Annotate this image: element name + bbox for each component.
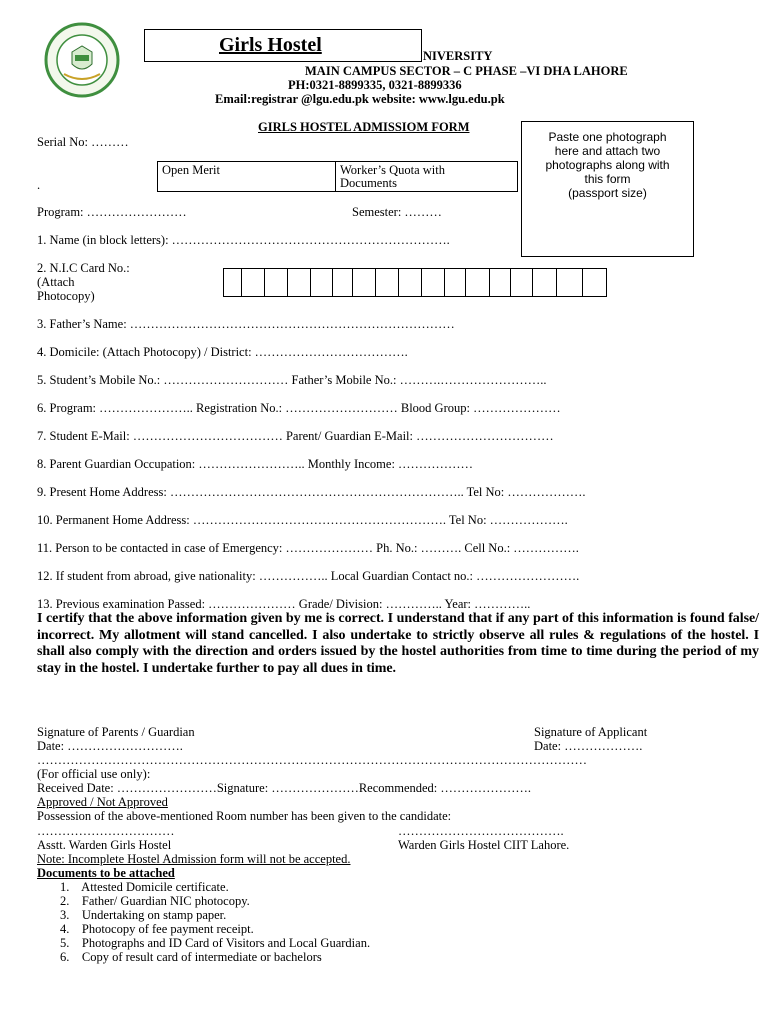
document-item: 4. Photocopy of fee payment receipt. (60, 922, 254, 936)
parent-date-field[interactable]: Date: ………………………. (37, 739, 183, 753)
occupation-field[interactable]: 8. Parent Guardian Occupation: …………………….. Monthly Income: ……………… (37, 457, 474, 471)
document-item: 1. Attested Domicile certificate. (60, 880, 229, 894)
campus-address: MAIN CAMPUS SECTOR – C PHASE –VI DHA LAHORE (305, 64, 628, 78)
nic-digit-box[interactable] (532, 268, 557, 297)
nic-digit-box[interactable] (582, 268, 607, 297)
university-logo (44, 22, 120, 98)
photo-line-2: here and attach two (554, 144, 661, 158)
nic-digit-box[interactable] (223, 268, 242, 297)
nic-digit-box[interactable] (241, 268, 265, 297)
workers-quota-option[interactable] (336, 162, 516, 191)
permanent-address-field[interactable]: 10. Permanent Home Address: ……………………………………………………. Tel No: ………………. (37, 513, 568, 527)
name-field[interactable]: 1. Name (in block letters): …………………………………………………………. (37, 233, 450, 247)
nic-label-1: 2. N.I.C Card No.: (37, 261, 130, 275)
photo-box[interactable] (521, 121, 694, 257)
form-header-title: Girls Hostel (219, 34, 322, 56)
photo-line-4: this form (584, 172, 631, 186)
nic-digit-box[interactable] (375, 268, 399, 297)
possession-statement: Possession of the above-mentioned Room number has been given to the candidate: (37, 809, 452, 823)
document-item: 3. Undertaking on stamp paper. (60, 908, 227, 922)
phone-line: PH:0321-8899335, 0321-8899336 (288, 78, 462, 92)
workers-quota-label-1: Worker’s Quota with (340, 163, 445, 177)
domicile-field[interactable]: 4. Domicile: (Attach Photocopy) / District: ………………………………. (37, 345, 408, 359)
nic-digit-box[interactable] (421, 268, 445, 297)
nic-digit-box[interactable] (465, 268, 490, 297)
open-merit-option[interactable] (158, 162, 336, 191)
received-date-field[interactable]: Received Date: ……………………Signature: …………………Recommended: …………………. (37, 781, 532, 795)
warden-label: Warden Girls Hostel CIIT Lahore. (398, 838, 570, 852)
form-title: GIRLS HOSTEL ADMISSIOM FORM (258, 120, 470, 134)
title-box (144, 29, 422, 62)
applicant-signature-label: Signature of Applicant (534, 725, 648, 739)
photo-line-5: (passport size) (568, 186, 647, 200)
nic-digit-box[interactable] (332, 268, 353, 297)
nationality-field[interactable]: 12. If student from abroad, give nationality: …………….. Local Guardian Contact no.: ……………………. (37, 569, 580, 583)
quota-table (157, 161, 518, 192)
nic-digit-box[interactable] (264, 268, 288, 297)
nic-digit-box[interactable] (556, 268, 583, 297)
document-item: 6. Copy of result card of intermediate or bachelors (60, 950, 322, 964)
asst-warden-label: Asstt. Warden Girls Hostel (37, 838, 172, 852)
nic-label-3: Photocopy) (37, 289, 95, 303)
incomplete-form-note: Note: Incomplete Hostel Admission form will not be accepted. (37, 852, 351, 866)
nic-digit-box[interactable] (398, 268, 422, 297)
parent-signature-label: Signature of Parents / Guardian (37, 725, 195, 739)
serial-number: Serial No: ……… (37, 135, 129, 149)
applicant-date-field[interactable]: Date: ………………. (534, 739, 643, 753)
separator-dots: …………………………………………………………………………………………………………………… (37, 753, 587, 767)
nic-label (37, 261, 130, 303)
photo-line-3: photographs along with (545, 158, 670, 172)
registration-field[interactable]: 6. Program: ………………….. Registration No.: ……………………… Blood Group: ………………… (37, 401, 561, 415)
email-line: Email:registrar @lgu.edu.pk website: www.lgu.edu.pk (215, 92, 505, 106)
previous-exam-field[interactable]: 13. Previous examination Passed: ………………… Grade/ Division: ………….. Year: ………….. (37, 597, 531, 611)
nic-digit-box[interactable] (489, 268, 511, 297)
open-merit-label: Open Merit (162, 163, 220, 177)
document-item: 2. Father/ Guardian NIC photocopy. (60, 894, 250, 908)
photo-line-1: Paste one photograph (548, 130, 667, 144)
approval-status: Approved / Not Approved (37, 795, 168, 809)
mobile-field[interactable]: 5. Student’s Mobile No.: ………………………… Father’s Mobile No.: ……….…………………….. (37, 373, 547, 387)
university-fragment: NIVERSITY (423, 49, 493, 63)
nic-digit-box[interactable] (444, 268, 466, 297)
nic-digit-box[interactable] (510, 268, 533, 297)
nic-digit-box[interactable] (287, 268, 311, 297)
email-field[interactable]: 7. Student E-Mail: ……………………………… Parent/ Guardian E-Mail: …………………………… (37, 429, 554, 443)
nic-digit-box[interactable] (352, 268, 376, 297)
warden-dots: …………………………………. (398, 824, 564, 838)
program-field[interactable]: Program: …………………… (37, 205, 187, 219)
documents-heading: Documents to be attached (37, 866, 175, 880)
semester-field[interactable]: Semester: ……… (352, 205, 442, 219)
workers-quota-label-2: Documents (340, 176, 397, 190)
present-address-field[interactable]: 9. Present Home Address: …………………………………………………………….. Tel No: ………………. (37, 485, 586, 499)
asst-warden-dots: …………………………… (37, 824, 175, 838)
dot-marker: . (37, 178, 41, 192)
official-use-heading: (For official use only): (37, 767, 151, 781)
emergency-contact-field[interactable]: 11. Person to be contacted in case of Emergency: ………………… Ph. No.: ………. Cell No.: ……………. (37, 541, 579, 555)
nic-digit-box[interactable] (310, 268, 333, 297)
father-name-field[interactable]: 3. Father’s Name: …………………………………………………………………… (37, 317, 455, 331)
nic-label-2: (Attach (37, 275, 75, 289)
certification-paragraph: I certify that the above information given by me is correct. I understand that if any part of this information is found false/ incorrect. My allotment will stand cancelled. I also undertake to strictly observe all rules & regulations of the hostel. I shall also comply with the direction and orders issued by the hostel authorities from time to time during the period of my stay in the hostel. I undertake further to pay all dues in time. (37, 611, 759, 676)
document-item: 5. Photographs and ID Card of Visitors and Local Guardian. (60, 936, 371, 950)
